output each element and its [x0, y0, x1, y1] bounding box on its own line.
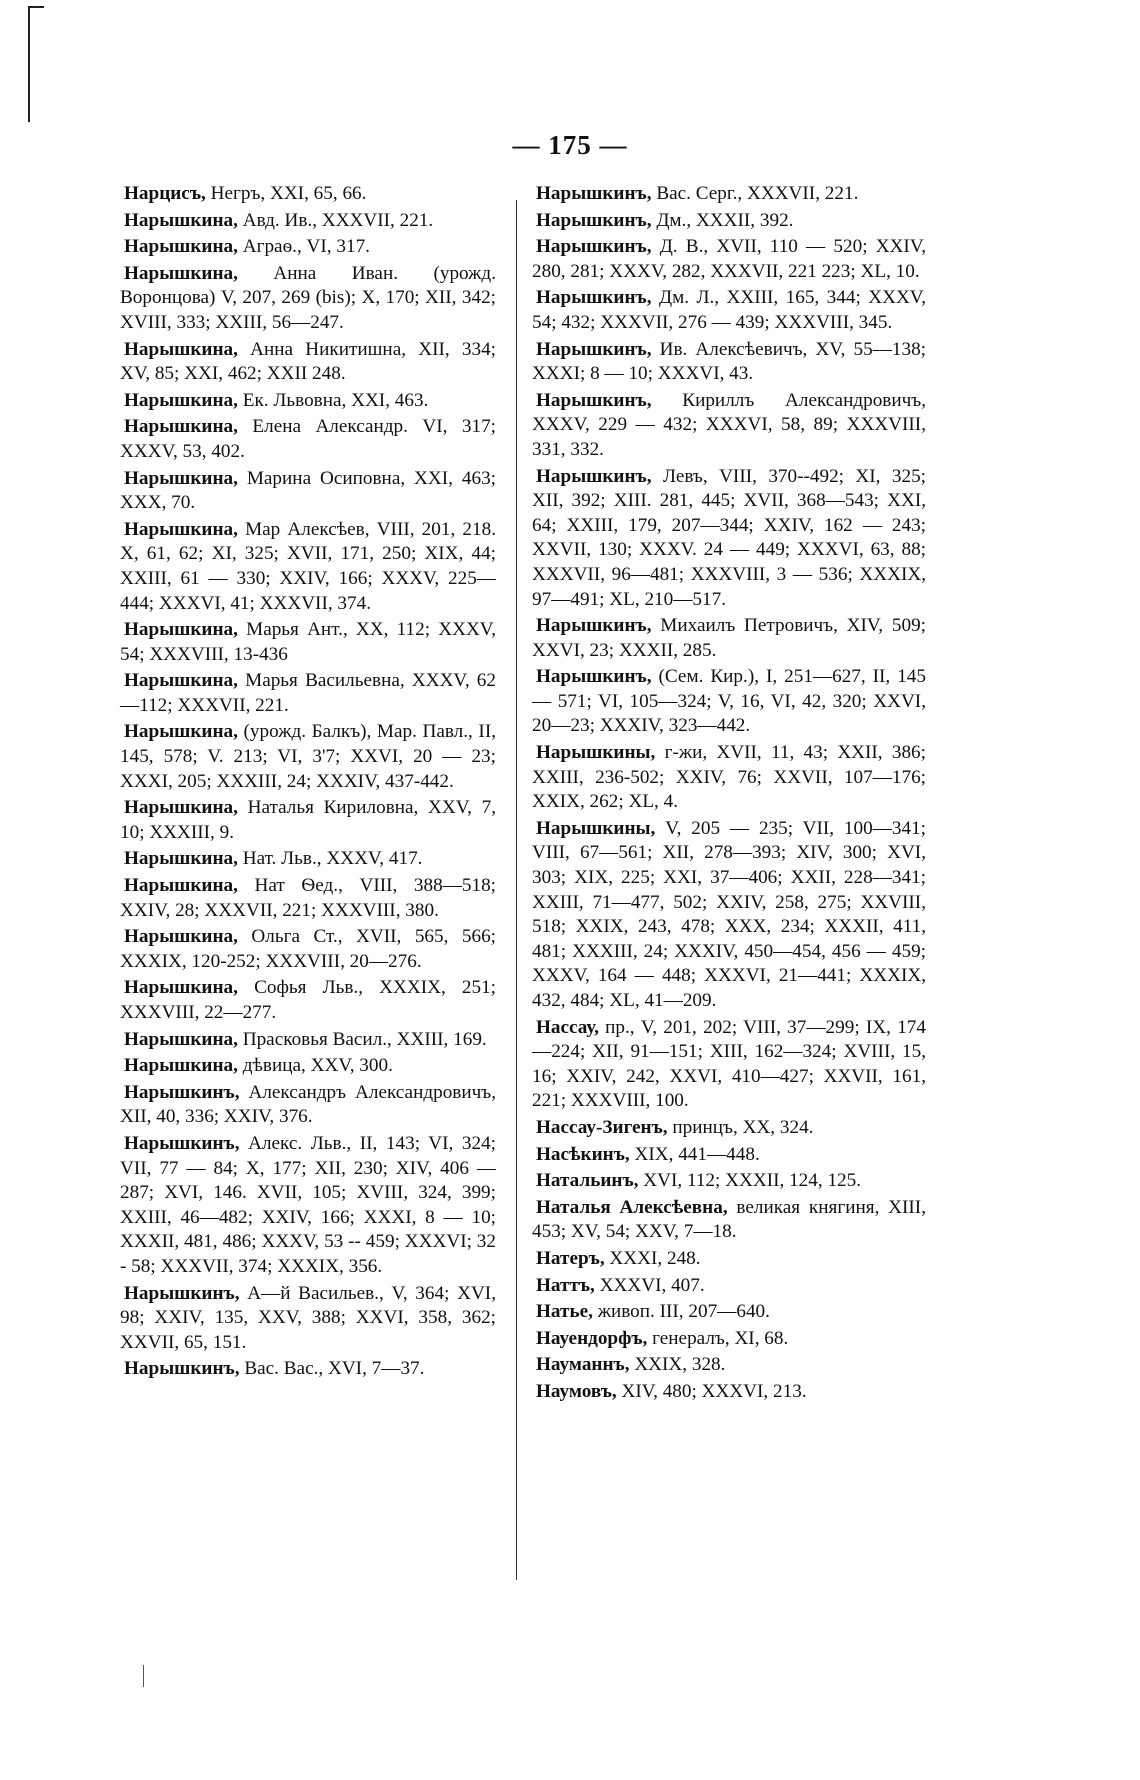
index-entry — [120, 415, 496, 464]
entry-name: Нарышкина, — [124, 926, 238, 948]
entry-name: Нарышкинъ, — [124, 1358, 240, 1380]
index-column-right — [532, 182, 926, 1407]
entry-references: Софья Льв., XXXIX, 251; XXXVIII, 22—277. — [120, 977, 496, 1023]
entry-name: Нарышкины, — [536, 742, 656, 764]
entry-references: Авд. Ив., XXXVII, 221. — [237, 209, 434, 231]
entry-references: живоп. III, 207—640. — [592, 1301, 770, 1323]
entry-references: XXXVI, 407. — [594, 1274, 705, 1296]
entry-references: Ольга Ст., XVII, 565, 566; XXXIX, 120-252; XXXVIII, 20—276. — [120, 926, 496, 972]
entry-references: Марья Васильевна, XXXV, 62—112; XXXVII, 221. — [120, 670, 496, 716]
entry-references: великая княгиня, XIII, 453; XV, 54; XXV, 7—18. — [532, 1196, 926, 1243]
index-entry — [120, 796, 496, 845]
entry-references: Негръ, XXI, 65, 66. — [205, 183, 367, 204]
index-entry — [120, 669, 496, 718]
index-entry — [532, 665, 926, 739]
entry-name: Нарышкина, — [124, 977, 238, 999]
index-entry — [532, 1116, 926, 1141]
entry-name: Нарышкины, — [536, 817, 656, 839]
entry-references: г-жи, XVII, 11, 43; XXII, 386; XXIII, 236-502; XXIV, 76; XXVII, 107—176; XXIX, 262; XL, 4. — [532, 742, 926, 813]
index-entry — [120, 467, 496, 516]
index-entry — [532, 1274, 926, 1299]
entry-references: Дм. Л., XXIII, 165, 344; XXXV, 54; 432; XXXVII, 276 — 439; XXXVIII, 345. — [532, 287, 926, 333]
entry-references: XIX, 441—448. — [629, 1143, 760, 1165]
entry-name: Нарышкинъ, — [124, 1081, 240, 1103]
entry-references: Нат Ѳед., VIII, 388—518; XXIV, 28; XXXVII, 221; XXXVIII, 380. — [120, 875, 496, 921]
entry-name: Нарышкинъ, — [536, 615, 652, 637]
entry-name: Нассау-Зигенъ, — [536, 1116, 668, 1138]
index-entry — [120, 976, 496, 1025]
entry-references: XXXI, 248. — [604, 1247, 701, 1269]
index-entry — [120, 1054, 496, 1079]
index-entry — [120, 262, 496, 336]
index-entry — [532, 1300, 926, 1325]
entry-references: Анна Иван. (урожд. Воронцова) V, 207, 269 (bis); X, 170; XII, 342; XVIII, 333; XXIII, 56—247. — [120, 262, 496, 333]
entry-references: Алекс. Льв., II, 143; VI, 324; VII, 77 — 84; X, 177; XII, 230; XIV, 406 — 287; XVI, 146. XVII, 105; XVIII, 324, 399; XXIII, 46—482; XXIV, 166; XXXI, 8 — 10; XXXII, 481, 486; XXXV, 53 -- 459; XXXVI; 32 - 58; XXXVII, 374; XXXIX, 356. — [120, 1132, 496, 1277]
index-entry — [120, 925, 496, 974]
entry-name: Нарышкина, — [124, 619, 238, 641]
index-column-left — [120, 182, 496, 1384]
index-entry — [532, 1016, 926, 1114]
index-entry — [532, 465, 926, 613]
index-entry — [120, 874, 496, 923]
entry-references: принцъ, XX, 324. — [667, 1116, 814, 1138]
index-entry — [532, 1327, 926, 1352]
entry-name: Науендорфъ, — [536, 1327, 648, 1349]
entry-name: Нассау, — [536, 1016, 599, 1038]
entry-name: Нарышкина, — [124, 338, 238, 360]
index-entry — [120, 1028, 496, 1053]
stray-mark — [143, 1665, 144, 1687]
entry-references: Анна Никитишна, XII, 334; XV, 85; XXI, 462; XXII 248. — [120, 338, 496, 385]
entry-name: Нарышкинъ, — [536, 209, 652, 231]
entry-name: Насѣкинъ, — [536, 1143, 630, 1165]
entry-name: Нарышкинъ, — [124, 1132, 240, 1154]
entry-name: Нарышкинъ, — [536, 183, 652, 204]
entry-references: пр., V, 201, 202; VIII, 37—299; IX, 174—224; XII, 91—151; XIII, 162—324; XVIII, 15, 16; XXIV, 242, XXVI, 410—427; XXVII, 161, 221; XXXVIII, 100. — [532, 1016, 926, 1112]
entry-references: А—й Васильев., V, 364; XVI, 98; XXIV, 135, XXV, 388; XXVI, 358, 362; XXVII, 65, 151. — [120, 1282, 496, 1353]
entry-references: Ив. Алексѣевичъ, XV, 55—138; XXXI; 8 — 10; XXXVI, 43. — [532, 338, 926, 385]
entry-references: Марина Осиповна, XXI, 463; XXX, 70. — [120, 467, 496, 514]
entry-references: Д. В., XVII, 110 — 520; XXIV, 280, 281; XXXV, 282, XXXVII, 221 223; XL, 10. — [532, 236, 926, 282]
entry-name: Нарышкина, — [124, 416, 238, 438]
entry-name: Нарышкина, — [124, 1055, 238, 1077]
entry-name: Нарышкина, — [124, 721, 238, 743]
entry-references: Ек. Львовна, XXI, 463. — [237, 389, 429, 411]
entry-references: Дм., XXXII, 392. — [651, 209, 794, 231]
entry-references: Марья Ант., XX, 112; XXXV, 54; XXXVIII, 13-436 — [120, 619, 496, 665]
entry-name: Натье, — [536, 1301, 593, 1323]
index-entry — [120, 1081, 496, 1130]
index-entry — [532, 209, 926, 234]
entry-references: XXIX, 328. — [629, 1354, 726, 1376]
entry-name: Нарышкинъ, — [124, 1282, 240, 1304]
page-corner-mark — [28, 6, 44, 122]
index-entry — [120, 1132, 496, 1280]
entry-name: Нарышкина, — [124, 848, 238, 870]
entry-references: Нат. Льв., XXXV, 417. — [237, 848, 423, 870]
entry-name: Нарышкина, — [124, 670, 238, 692]
index-entry — [532, 1169, 926, 1194]
entry-references: Кириллъ Александровичъ, XXXV, 229 — 432; XXXVI, 58, 89; XXXVIII, 331, 332. — [532, 389, 926, 460]
entry-references: Михаилъ Петровичъ, XIV, 509; XXVI, 23; XXXII, 285. — [532, 615, 926, 661]
index-entry — [532, 389, 926, 463]
entry-references: XIV, 480; XXXVI, 213. — [616, 1380, 807, 1402]
index-entry — [532, 1143, 926, 1168]
entry-references: (Сем. Кир.), I, 251—627, II, 145 — 571; VI, 105—324; V, 16, VI, 42, 320; XXVI, 20—23; XXXIV, 323—442. — [532, 666, 926, 737]
index-entry — [120, 209, 496, 234]
entry-references: Вас. Вас., XVI, 7—37. — [239, 1358, 425, 1380]
index-entry — [120, 518, 496, 616]
entry-name: Нарышкинъ, — [536, 389, 652, 411]
index-entry — [120, 389, 496, 414]
entry-references: Мар Алексѣев, VIII, 201, 218. X, 61, 62; XI, 325; XVII, 171, 250; XIX, 44; XXIII, 61 — 330; XXIV, 166; XXXV, 225—444; XXXVI, 41; XXXVII, 374. — [120, 518, 496, 614]
entry-name: Нарышкина, — [124, 236, 238, 258]
index-entry — [532, 1247, 926, 1272]
entry-references: Елена Александр. VI, 317; XXXV, 53, 402. — [120, 416, 496, 462]
entry-name: Нарышкина, — [124, 467, 238, 489]
index-entry — [120, 618, 496, 667]
entry-name: Наттъ, — [536, 1274, 595, 1296]
entry-name: Натальинъ, — [536, 1170, 639, 1192]
entry-references: дѣвица, XXV, 300. — [237, 1055, 393, 1077]
index-entry — [120, 847, 496, 872]
index-entry — [532, 1380, 926, 1405]
index-entry — [532, 817, 926, 1014]
entry-name: Наталья Алексѣевна, — [536, 1196, 728, 1218]
entry-name: Нарышкина, — [124, 797, 238, 819]
entry-references: Вас. Серг., XXXVII, 221. — [651, 183, 859, 204]
index-entry — [532, 741, 926, 815]
entry-references: Аграѳ., VI, 317. — [237, 236, 370, 258]
entry-references: генералъ, XI, 68. — [647, 1327, 789, 1349]
entry-name: Нарышкинъ, — [536, 287, 652, 309]
entry-name: Нарышкина, — [124, 209, 238, 231]
index-entry — [532, 1196, 926, 1245]
index-entry — [532, 614, 926, 663]
index-entry — [120, 1357, 496, 1382]
entry-name: Нарышкина, — [124, 389, 238, 411]
column-divider — [516, 200, 517, 1580]
entry-name: Нарышкина, — [124, 875, 238, 897]
index-entry — [532, 1353, 926, 1378]
entry-name: Нарышкинъ, — [536, 338, 652, 360]
index-entry — [120, 1282, 496, 1356]
index-entry — [532, 286, 926, 335]
entry-references: XVI, 112; XXXII, 124, 125. — [638, 1170, 862, 1192]
index-entry — [532, 235, 926, 284]
entry-name: Науманнъ, — [536, 1354, 630, 1376]
entry-name: Нарышкина, — [124, 262, 238, 284]
index-entry — [120, 235, 496, 260]
entry-name: Наумовъ, — [536, 1380, 617, 1402]
index-entry — [532, 338, 926, 387]
entry-references: Прасковья Васил., XXIII, 169. — [237, 1028, 487, 1050]
entry-name: Нарышкинъ, — [536, 236, 652, 258]
page-number: — 175 — — [512, 130, 628, 160]
entry-references: V, 205 — 235; VII, 100—341; VIII, 67—561; XII, 278—393; XIV, 300; XVI, 303; XIX, 225; XXI, 37—406; XXII, 228—341; XXIII, 71—477, 502; XXIV, 258, 275; XXVIII, 518; XXIX, 243, 478; XXX, 234; XXXII, 411, 481; XXXIII, 24; XXXIV, 450—454, 456 — 459; XXXV, 164 — 448; XXXVI, 21—441; XXXIX, 432, 484; XL, 41—209. — [532, 817, 926, 1011]
entry-name: Нарышкина, — [124, 518, 238, 540]
entry-references: Наталья Кириловна, XXV, 7, 10; XXXIII, 9. — [120, 797, 496, 843]
entry-references: Левъ, VIII, 370--492; XI, 325; XII, 392; XIII. 281, 445; XVII, 368—543; XXI, 64; XXIII, 179, 207—344; XXIV, 162 — 243; XXVII, 130; XXXV. 24 — 449; XXXVI, 63, 88; XXXVII, 96—481; XXXVIII, 3 — 536; XXXIX, 97—491; XL, 210—517. — [532, 465, 926, 610]
entry-name: Натеръ, — [536, 1247, 605, 1269]
entry-references: Александръ Александровичъ, XII, 40, 336; XXIV, 376. — [120, 1081, 496, 1128]
index-entry — [532, 182, 926, 207]
entry-name: Нарышкина, — [124, 1028, 238, 1050]
entry-name: Нарышкинъ, — [536, 465, 652, 487]
entry-references: (урожд. Балкъ), Мар. Павл., II, 145, 578; V. 213; VI, 3'7; XXVI, 20 — 23; XXXI, 205; XXXIII, 24; XXXIV, 437-442. — [120, 721, 496, 792]
index-entry — [120, 182, 496, 207]
index-entry — [120, 720, 496, 794]
entry-name: Нарышкинъ, — [536, 666, 652, 688]
entry-name: Нарцисъ, — [124, 183, 206, 204]
index-entry — [120, 338, 496, 387]
